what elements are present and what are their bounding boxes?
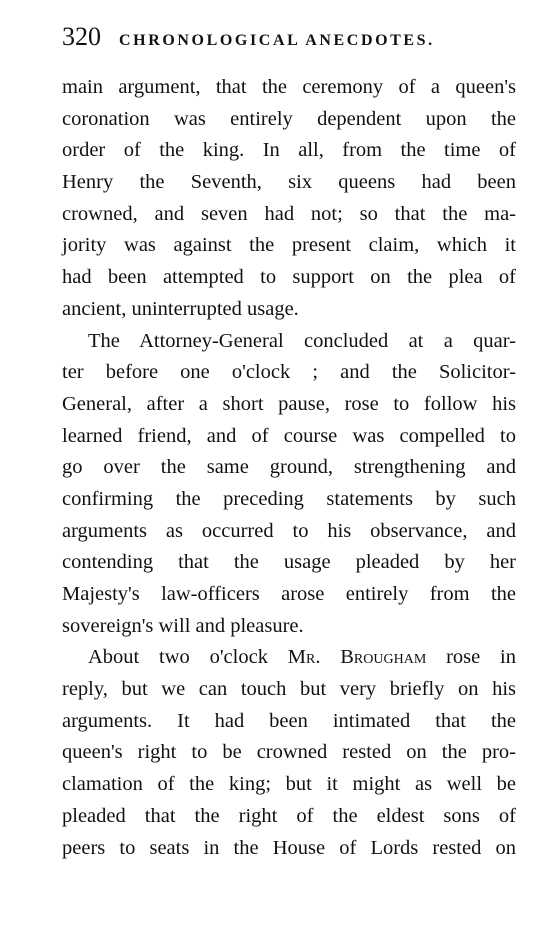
text-line: ter before one o'clock ; and the Solicitor-: [62, 361, 516, 384]
text-line: confirming the preceding statements by such: [62, 487, 516, 510]
page-header: [62, 22, 522, 62]
text-line: arguments as occurred to his observance, and: [62, 519, 516, 542]
text-line: crowned, and seven had not; so that the ma-: [62, 202, 516, 225]
page-number: 320: [62, 22, 101, 51]
text-line: peers to seats in the House of Lords rested on: [62, 836, 516, 859]
text-line-paragraph-start: The Attorney-General concluded at a quar-: [88, 329, 516, 352]
text-line: queen's right to be crowned rested on the pro-: [62, 741, 516, 764]
text-line: coronation was entirely dependent upon the: [62, 107, 516, 130]
text-line: Majesty's law-officers arose entirely from the: [62, 583, 516, 605]
running-head: CHRONOLOGICAL ANECDOTES.: [119, 32, 435, 49]
text-line: arguments. It had been intimated that the: [62, 709, 516, 732]
text-line: Henry the Seventh, six queens had been: [62, 171, 516, 194]
small-caps-name: Mr. Brougham: [287, 646, 427, 669]
text-line-paragraph-end: ancient, uninterrupted usage.: [62, 297, 299, 320]
body-text: [62, 72, 516, 864]
text-line: pleaded that the right of the eldest sons of: [62, 804, 516, 827]
text-line: go over the same ground, strengthening and: [62, 456, 516, 479]
text-line: main argument, that the ceremony of a queen's: [62, 76, 516, 98]
text-line: jority was against the present claim, which it: [62, 234, 516, 257]
text-line: clamation of the king; but it might as well be: [62, 773, 516, 796]
text-line: reply, but we can touch but very briefly on his: [62, 678, 516, 701]
text-line: had been attempted to support on the plea of: [62, 266, 516, 289]
text-line: order of the king. In all, from the time of: [62, 139, 516, 162]
text-line: General, after a short pause, rose to follow his: [62, 392, 516, 415]
text-line-paragraph-end: sovereign's will and pleasure.: [62, 614, 304, 637]
text-line: learned friend, and of course was compelled to: [62, 424, 516, 447]
text-line: contending that the usage pleaded by her: [62, 551, 516, 574]
text-line-paragraph-start: About two o'clock Mr. Brougham rose in: [88, 646, 516, 669]
